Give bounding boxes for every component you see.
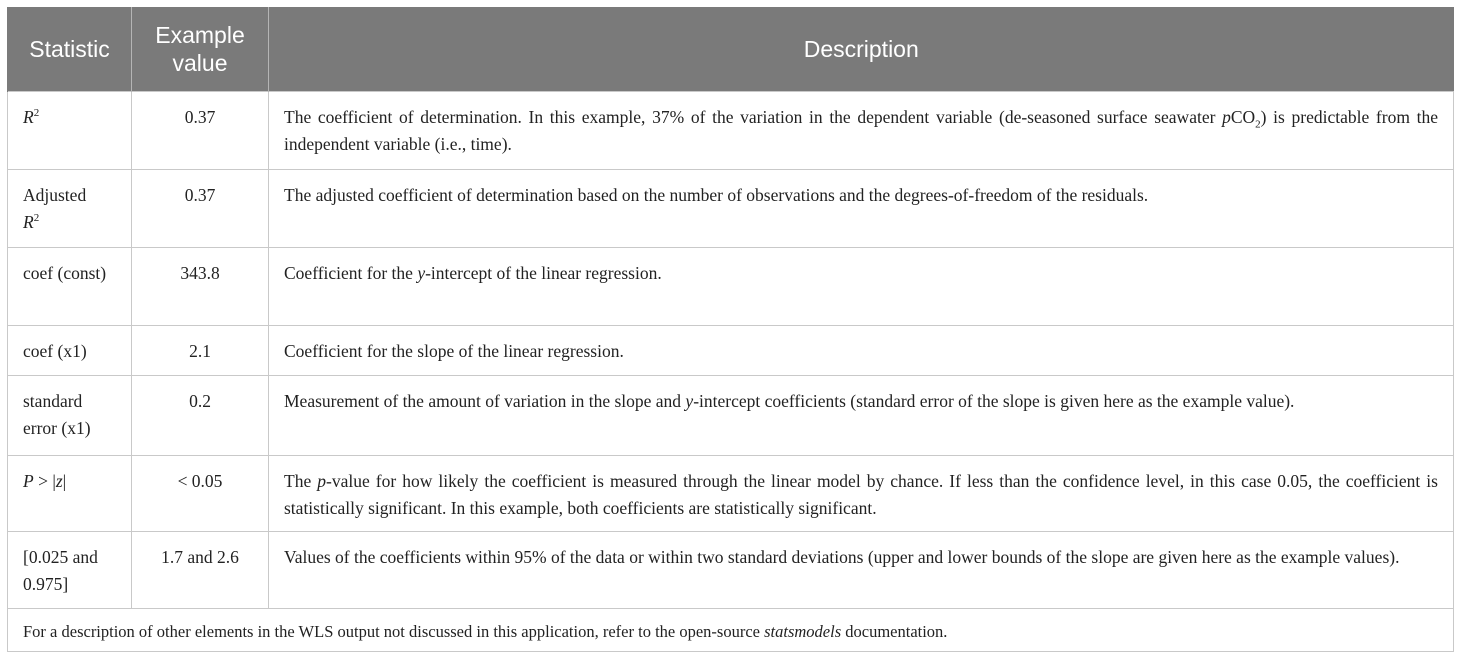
example-value-cell: 0.37 [132,92,269,170]
description-italic: y [685,391,694,411]
statistic-symbol: P [23,471,34,491]
description-text: -intercept of the linear regression. [425,263,662,283]
statistic-cell: coef (const) [8,248,132,326]
statistic-cell [8,170,132,248]
statistic-symbol: R [23,212,34,232]
example-value-cell: 1.7 and 2.6 [132,532,269,609]
statistic-superscript: 2 [33,107,40,120]
description-subscript: 2 [1255,118,1261,131]
description-text: The coefficient of determination. In this example, 37% of the variation in the dependent variable (de-seasoned surface seawater [284,107,1223,127]
statistic-cell [8,92,132,170]
statistics-table-container [7,7,1453,652]
header-example-value: Example value [132,7,269,92]
description-cell: Values of the coefficients within 95% of the data or within two standard deviations (upper and lower bounds of the slope are given here as the example values). [269,532,1454,609]
description-text: The [284,471,318,491]
table-footnote [8,609,1454,652]
statistic-symbol: z [55,471,63,491]
example-value-cell: 0.37 [132,170,269,248]
statistic-label: Adjusted [23,185,87,205]
table-row [8,456,1454,532]
statistic-operator: | [62,471,67,491]
description-text: -intercept coefficients (standard error of the slope is given here as the example value). [693,391,1295,411]
example-value-cell: 0.2 [132,376,269,456]
header-description: Description [269,7,1454,92]
description-text: -value for how likely the coefficient is measured through the linear model by chance. If less than the confidence level, in this case 0.05, the coefficient is statistically significant. In this example, both coefficients are statistically significant. [284,471,1438,518]
example-value-cell: < 0.05 [132,456,269,532]
table-row [8,248,1454,326]
description-italic: y [417,263,426,283]
description-text: CO [1230,107,1256,127]
description-cell [269,456,1454,532]
table-row [8,170,1454,248]
statistic-cell: coef (x1) [8,326,132,376]
table-row [8,376,1454,456]
table-footnote-row [8,609,1454,652]
header-statistic: Statistic [8,7,132,92]
table-row [8,92,1454,170]
description-text: ) is predictable from the independent variable (i.e., time). [284,107,1438,154]
statistic-operator: > | [33,471,56,491]
description-cell [269,248,1454,326]
table-row [8,326,1454,376]
table-row [8,532,1454,609]
description-italic: p [1222,107,1231,127]
description-italic: p [317,471,327,491]
statistic-cell [8,456,132,532]
statistic-superscript: 2 [33,212,40,225]
statistic-cell: [0.025 and 0.975] [8,532,132,609]
description-text: Measurement of the amount of variation in the slope and [284,391,686,411]
footnote-text: For a description of other elements in the WLS output not discussed in this application, refer to the open-source [23,622,765,641]
table-header-row [8,7,1454,92]
description-cell [269,92,1454,170]
footnote-text: documentation. [841,622,948,641]
statistic-cell: standard error (x1) [8,376,132,456]
description-cell [269,376,1454,456]
description-cell: The adjusted coefficient of determination based on the number of observations and the degrees-of-freedom of the residuals. [269,170,1454,248]
description-text: Coefficient for the [284,263,418,283]
statistic-symbol: R [23,107,34,127]
example-value-cell: 343.8 [132,248,269,326]
example-value-cell: 2.1 [132,326,269,376]
description-cell: Coefficient for the slope of the linear regression. [269,326,1454,376]
statistics-table [7,7,1454,652]
footnote-italic: statsmodels [764,622,842,641]
